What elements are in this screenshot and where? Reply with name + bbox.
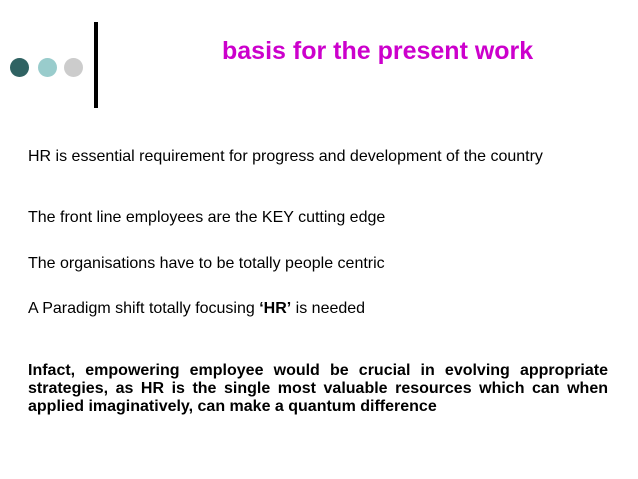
point-paradigm-shift bbox=[28, 299, 608, 318]
point-paradigm-emphasis: ‘HR’ bbox=[259, 300, 292, 317]
conclusion-paragraph: Infact, empowering employee would be crucial in evolving appropriate strategies, as HR is the single most valuable resources which can when applied imaginatively, can make a quantum difference bbox=[28, 362, 608, 415]
point-paradigm-before: A Paradigm shift totally focusing bbox=[28, 300, 260, 317]
decorative-vertical-line bbox=[94, 22, 98, 108]
point-people-centric: The organisations have to be totally people centric bbox=[28, 255, 385, 272]
decorative-dot-dark bbox=[10, 58, 29, 77]
point-paradigm-after: is needed bbox=[291, 300, 366, 317]
point-hr-essential: HR is essential requirement for progress and development of the country bbox=[28, 148, 543, 165]
point-front-line: The front line employees are the KEY cutting edge bbox=[28, 209, 386, 226]
decorative-dot-gray bbox=[64, 58, 83, 77]
decorative-dot-teal bbox=[38, 58, 57, 77]
slide-title: basis for the present work bbox=[222, 37, 534, 65]
